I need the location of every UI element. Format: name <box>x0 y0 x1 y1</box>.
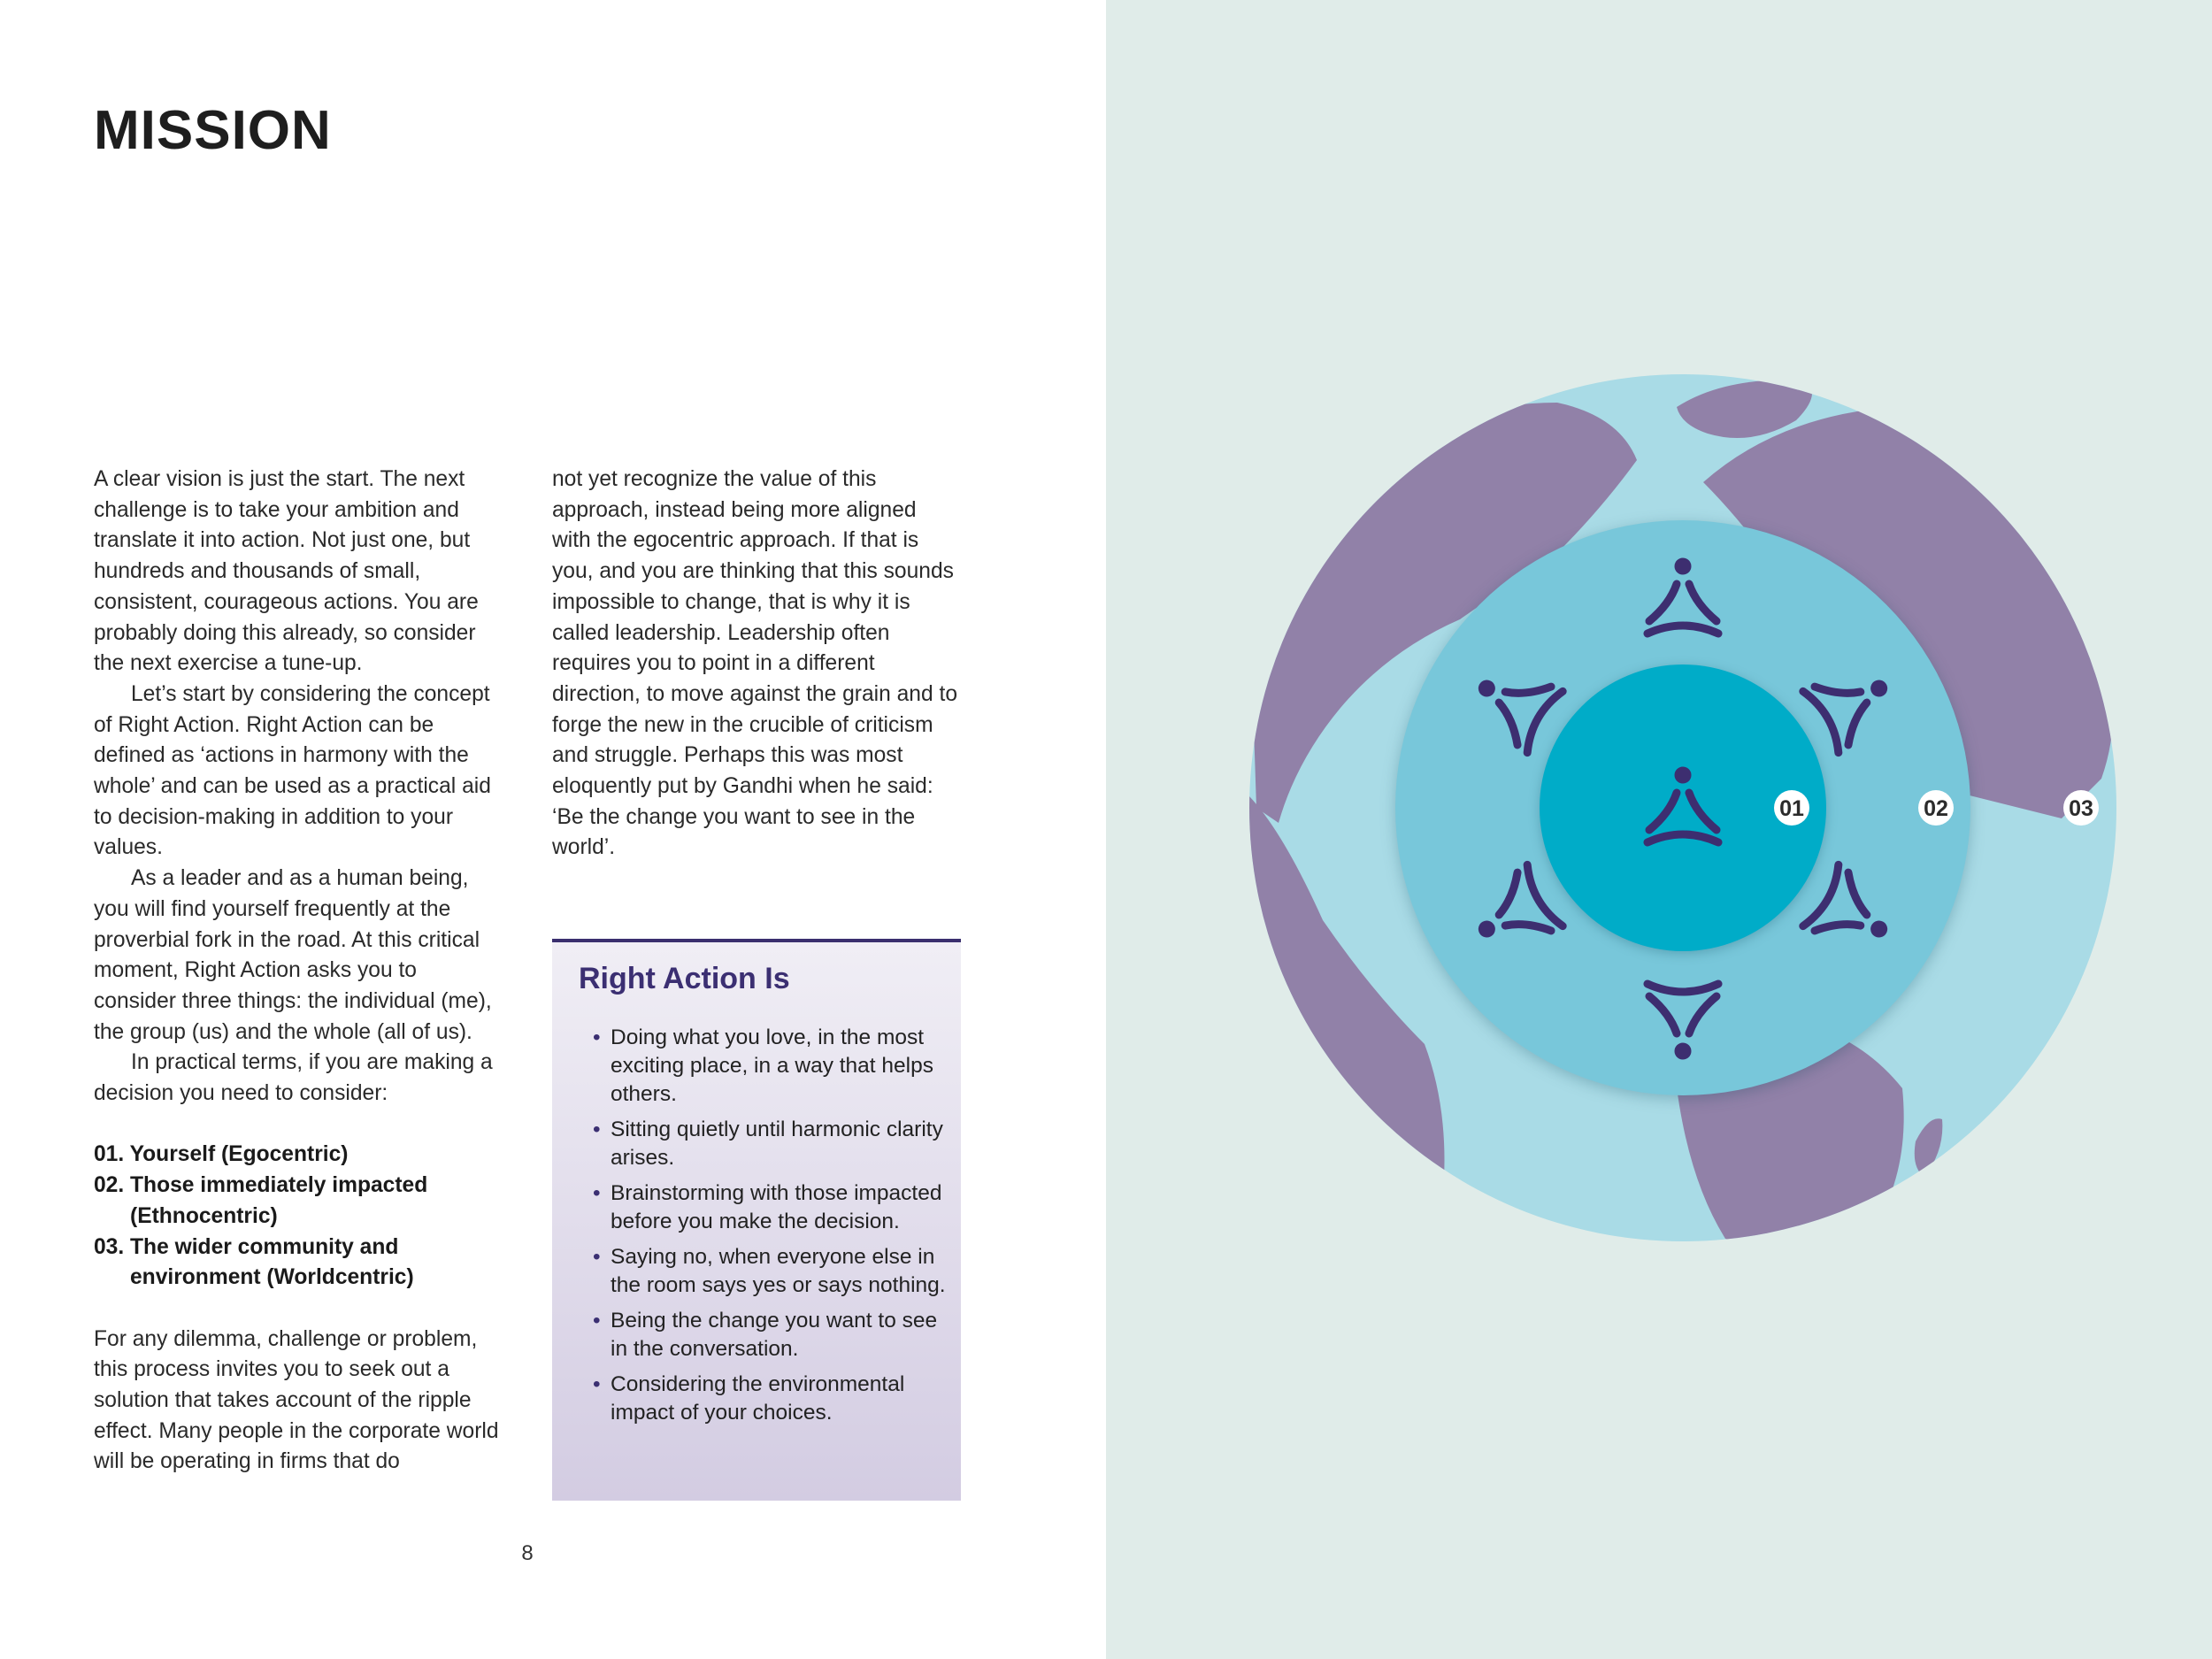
bullet-icon: • <box>593 1118 601 1141</box>
paragraph: As a leader and as a human being, you will find yourself frequently at the proverbial fork in the road. At this critical moment, Right Action asks you to consider three things: the individual (me), the group (us) and the whole (all of us). <box>94 866 492 1044</box>
list-item: • Considering the environmental impact of your choices. <box>593 1372 905 1425</box>
label-badge-02 <box>1918 790 1954 826</box>
label-03: 03 <box>2069 796 2093 821</box>
bullet-icon: • <box>593 1245 601 1269</box>
callout-list <box>579 1024 950 1434</box>
list-item: 01. Yourself (Egocentric) <box>94 1142 349 1167</box>
label-01: 01 <box>1779 796 1804 821</box>
list-item: • Saying no, when everyone else in the room says yes or says nothing. <box>593 1245 946 1297</box>
list-item: • Brainstorming with those impacted before you make the decision. <box>593 1181 942 1233</box>
paragraph: A clear vision is just the start. The next challenge is to take your ambition and translate it into action. Not just one, but hundreds and thousands of small, consistent, courageous actions. You are probably doing this already, so consider the next exercise a tune-up. <box>94 467 479 676</box>
list-item: • Doing what you love, in the most exciting place, in a way that helps others. <box>593 1025 933 1106</box>
paragraph: Let’s start by considering the concept of Right Action. Right Action can be defined as ‘actions in harmony with the whole’ and can be used as a practical aid to decision-making in addition to your values. <box>94 681 491 860</box>
consideration-list <box>94 1140 501 1294</box>
paragraph: For any dilemma, challenge or problem, this process invites you to seek out a solution that takes account of the ripple effect. Many people in the corporate world will be operating in firms that do <box>94 1326 499 1474</box>
list-item: • Sitting quietly until harmonic clarity arises. <box>593 1118 943 1170</box>
list-item: • Being the change you want to see in the conversation. <box>593 1309 938 1361</box>
right-page <box>1106 0 2212 1659</box>
page-number: 8 <box>521 1541 534 1565</box>
label-badge-01 <box>1774 790 1809 826</box>
callout-title: Right Action Is <box>579 962 790 995</box>
list-item: 03. The wider community and environment (Worldcentric) <box>94 1234 414 1290</box>
bullet-icon: • <box>593 1372 601 1396</box>
text-column-2 <box>552 465 959 864</box>
paragraph: In practical terms, if you are making a decision you need to consider: <box>94 1050 493 1106</box>
label-02: 02 <box>1924 796 1948 821</box>
list-item: 02. Those immediately impacted (Ethnocentric) <box>94 1173 428 1228</box>
page-title: MISSION <box>94 100 332 161</box>
concentric-globe-diagram <box>1106 0 2212 1659</box>
bullet-icon: • <box>593 1181 601 1205</box>
bullet-icon: • <box>593 1025 601 1049</box>
paragraph: not yet recognize the value of this approach, instead being more aligned with the egocentric approach. If that is you, and you are thinking that this sounds impossible to change, that is why it is called leadership. Leadership often requires you to point in a different direction, to move against the grain and to forge the new in the crucible of criticism and struggle. Perhaps this was most eloquently put by Gandhi when he said: ‘Be the change you want to see in the world’. <box>552 467 957 860</box>
bullet-icon: • <box>593 1309 601 1333</box>
text-column-1 <box>94 465 501 1478</box>
right-action-callout <box>552 939 961 1501</box>
label-badge-03 <box>2063 790 2099 826</box>
